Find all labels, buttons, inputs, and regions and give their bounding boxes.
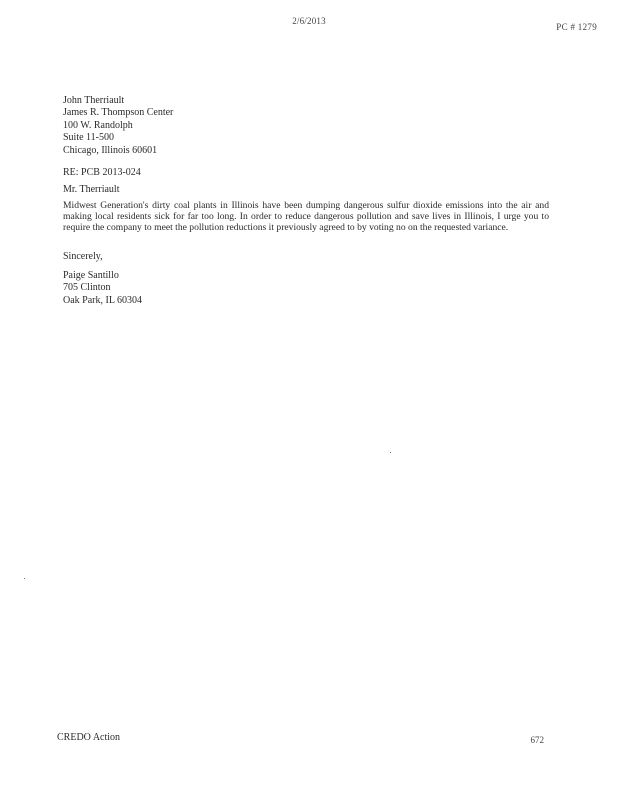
sender-street: 705 Clinton — [63, 282, 111, 294]
header-date: 2/6/2013 — [292, 16, 326, 26]
letter-body: Midwest Generation's dirty coal plants in Illinois have been dumping dangerous sulfur dioxide emissions into the air and making local residents sick for far too long. In order to reduce dangerous pollution and save lives in Illinois, I urge you to require the company to meet the pollution reductions it previously agreed to by voting no on the requested variance. — [63, 200, 549, 233]
recipient-street: 100 W. Randolph — [63, 119, 133, 131]
recipient-city: Chicago, Illinois 60601 — [63, 144, 158, 156]
public-comment-number: PC # 1279 — [556, 22, 597, 32]
scan-speck — [390, 452, 391, 453]
sender-name: Paige Santillo — [63, 270, 119, 281]
salutation: Mr. Therriault — [63, 184, 120, 195]
recipient-building: James R. Thompson Center — [63, 107, 174, 119]
recipient-name: John Therriault — [63, 95, 125, 106]
recipient-address — [63, 95, 173, 157]
sender-block — [63, 270, 142, 307]
re-line: RE: PCB 2013-024 — [63, 167, 141, 178]
sender-city: Oak Park, IL 60304 — [63, 294, 143, 306]
closing: Sincerely, — [63, 251, 103, 262]
footer-page-number: 672 — [530, 735, 544, 745]
footer-organization: CREDO Action — [57, 732, 121, 743]
scan-speck — [24, 578, 25, 579]
recipient-suite: Suite 11-500 — [63, 132, 115, 144]
